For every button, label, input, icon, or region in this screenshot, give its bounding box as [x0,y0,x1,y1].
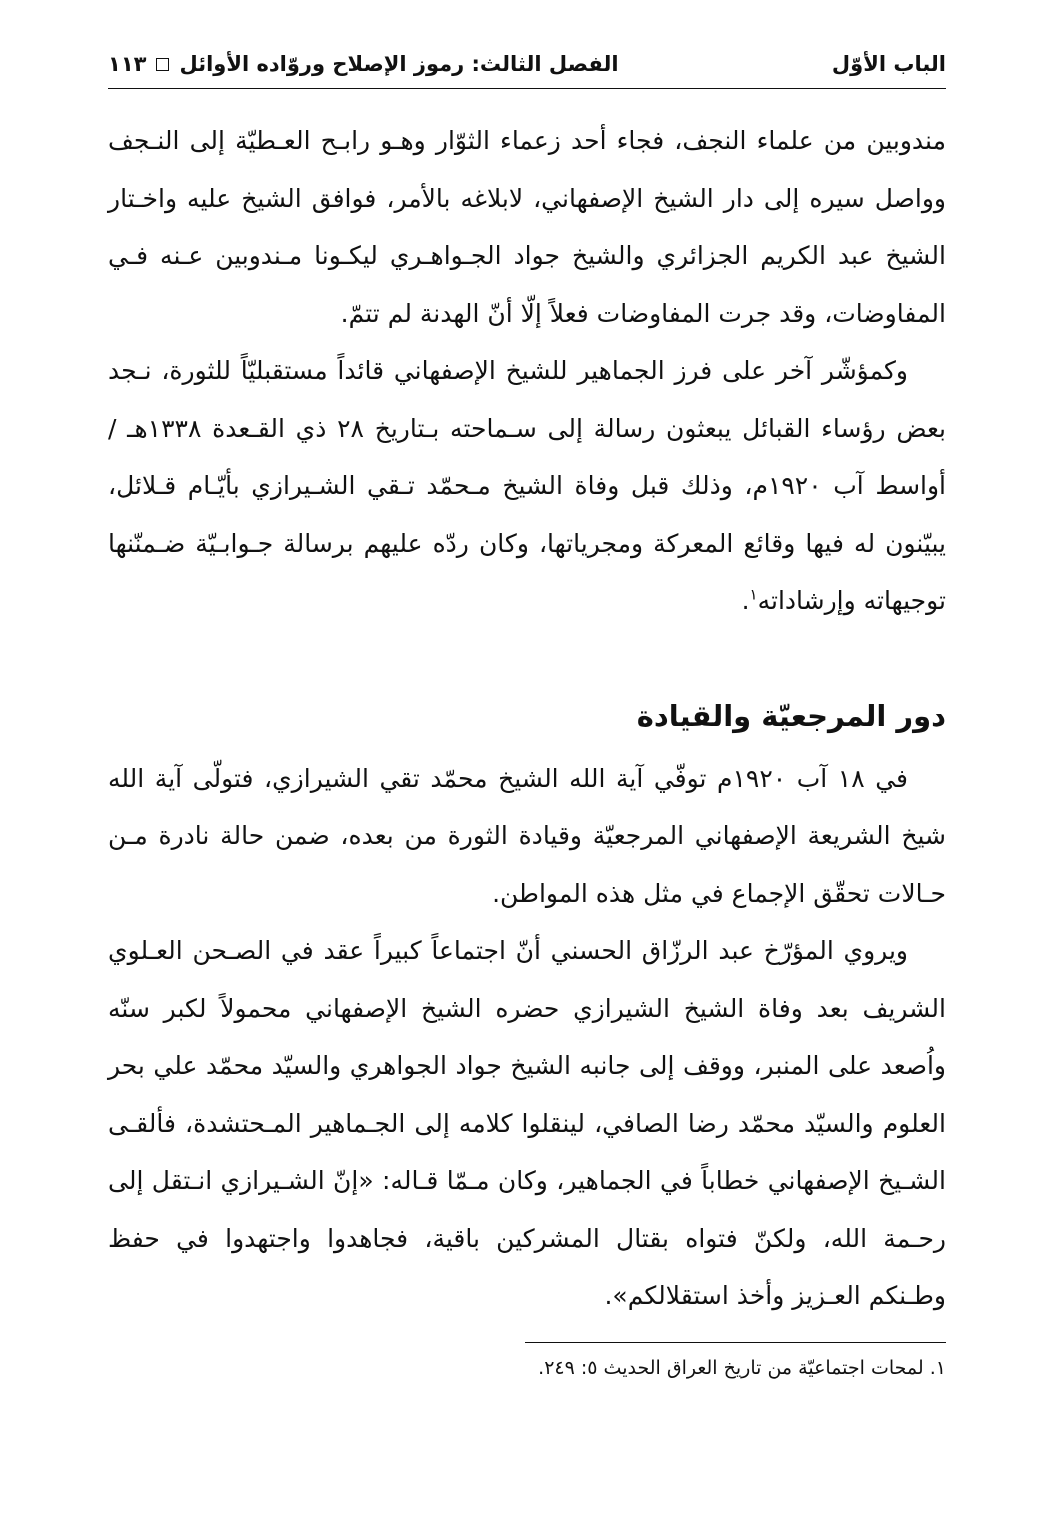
section-heading: دور المرجعيّة والقيادة [636,698,946,733]
header-chapter-group [108,52,619,76]
footnote-marker: ١ [749,585,758,604]
footnote-rule [525,1342,946,1343]
page-body [108,112,946,1325]
paragraph-4: ويروي المؤرّخ عبد الرزّاق الحسني أنّ اجتماعاً كبيراً عقد في الصـحن العـلوي الشريف بعد وفاة الشيخ الشيرازي حضره الشيخ الإصفهاني محمولاً لكبر سنّه واُصعد على المنبر، ووقف إلى جانبه الشيخ جواد الجواهري والسيّد محمّد علي بحر العلوم والسيّد محمّد رضا الصافي، لينقلوا كلامه إلى الجـماهير المـحتشدة، فألقـى الشـيخ الإصفهاني خطاباً في الجماهير، وكان مـمّا قـاله: «إنّ الشـيرازي انـتقل إلى رحـمة الله، ولكنّ فتواه بقتال المشركين باقية، فجاهدوا واجتهدوا في حفظ وطـنكم العـزيز وأخذ استقلالكم». [108,936,946,1310]
footnote-text: ١. لمحات اجتماعيّة من تاريخ العراق الحديث ٥: ٢٤٩. [538,1357,946,1379]
page-number: ١١٣ [108,52,147,76]
paragraph-3: في ١٨ آب ١٩٢٠م توفّي آية الله الشيخ محمّد تقي الشيرازي، فتولّى آية الله شيخ الشريعة الإصفهاني المرجعيّة وقيادة الثورة من بعده، ضمن حالة نادرة مـن حـالات تحقّق الإجماع في مثل هذه المواطن. [108,763,946,908]
section-spacer [108,630,946,686]
paragraph-2-end: . [741,586,750,615]
header-rule [108,88,946,89]
running-header [108,44,946,84]
header-section-title: الباب الأوّل [831,52,946,76]
paragraph-2 [108,342,946,630]
square-separator-icon [156,58,169,71]
header-chapter-title: الفصل الثالث: رموز الإصلاح وروّاده الأوائل [179,52,619,76]
paragraph-1: مندوبين من علماء النجف، فجاء أحد زعماء الثوّار وهـو رابـح العـطيّة إلى النـجف وواصل سيره إلى دار الشيخ الإصفهاني، لابلاغه بالأمر، فوافق الشيخ عليه واخـتار الشيخ عبد الكريم الجزائري والشيخ جواد الجـواهـري ليكـونا مـندوبين عـنه فـي المفاوضات، وقد جرت المفاوضات فعلاً إلّا أنّ الهدنة لم تتمّ. [108,126,946,328]
paragraph-2-text: وكمؤشّر آخر على فرز الجماهير للشيخ الإصفهاني قائداً مستقبليّاً للثورة، نـجد بعض رؤساء القبائل يبعثون رسالة إلى سـماحته بـتاريخ ٢٨ ذي القـعدة ١٣٣٨هـ / أواسط آب ١٩٢٠م، وذلك قبل وفاة الشيخ مـحمّد تـقي الشـيرازي بأيّـام قـلائل، يبيّنون له فيها وقائع المعركة ومجرياتها، وكان ردّه عليهم برسالة جـوابـيّة ضـمنّنها توجيهاته وإرشاداته [108,356,946,615]
